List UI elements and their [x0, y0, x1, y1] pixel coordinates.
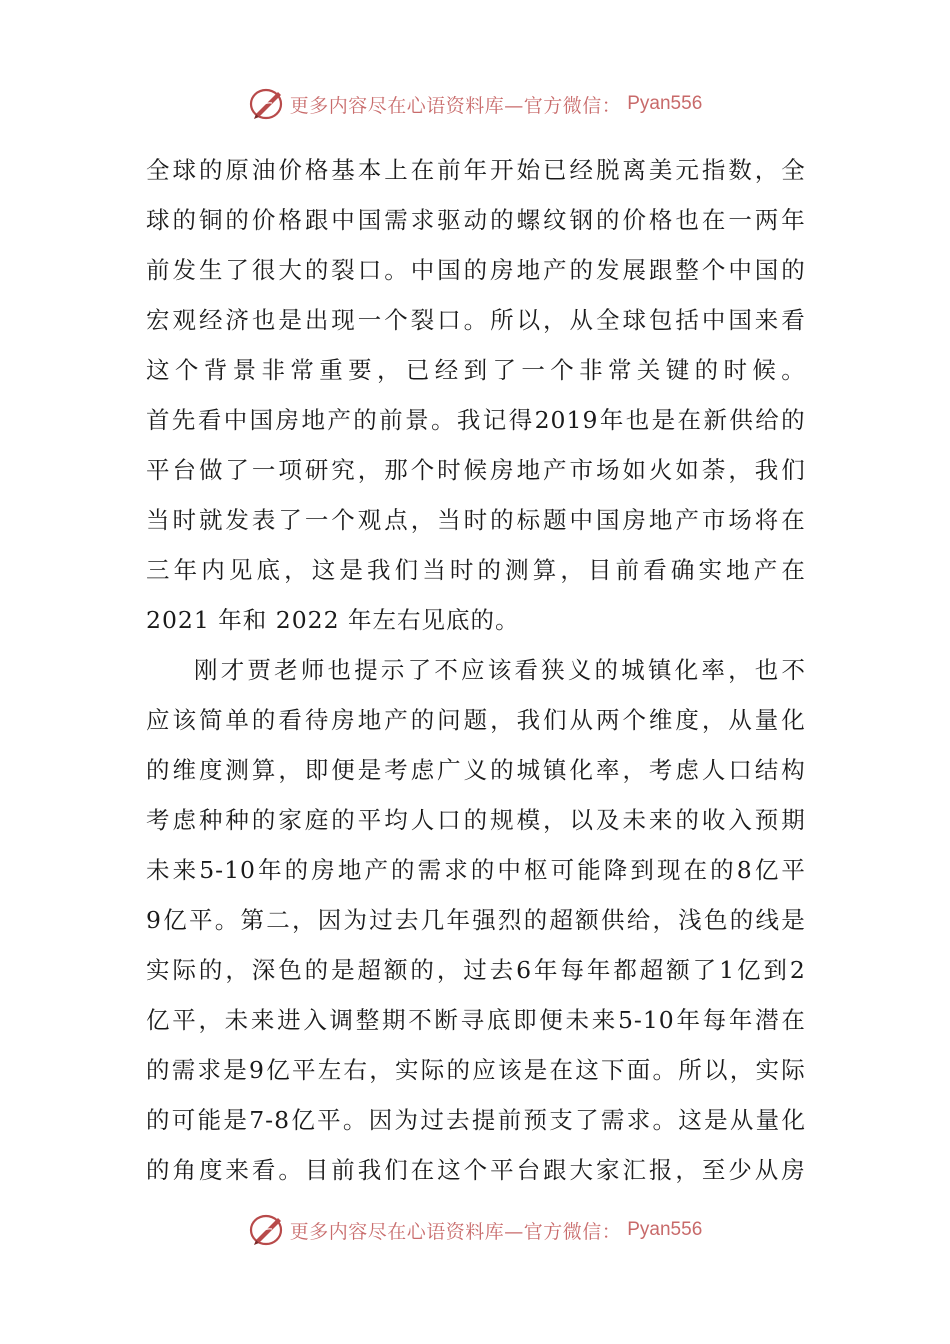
banner-wechat-handle: Pyan556	[627, 93, 703, 114]
banner-text: 更多内容尽在心语资料库—官方微信：	[289, 94, 622, 117]
document-body	[146, 145, 806, 1195]
text-line: 宏 观 经 济 也 是 出 现 一 个 裂 口 。 所 以 ， 从 全 球 包 括 中 国 来 看	[146, 306, 806, 334]
text-line: 前 发 生 了 很 大 的 裂 口 。 中 国 的 房 地 产 的 发 展 跟 整 个 中 国 的	[146, 256, 806, 284]
text-line: 应 该 简 单 的 看 待 房 地 产 的 问 题 ， 我 们 从 两 个 维 度 ， 从 量 化	[146, 706, 806, 734]
banner-wechat-handle: Pyan556	[627, 1219, 703, 1240]
text-line: 当 时 就 发 表 了 一 个 观 点 ， 当 时 的 标 题 中 国 房 地 产 市 场 将 在	[146, 506, 806, 534]
text-line: 的 需 求 是 9 亿 平 左 右 ， 实 际 的 应 该 是 在 这 下 面 。 所 以 ， 实 际	[146, 1056, 806, 1084]
text-line: 考 虑 种 种 的 家 庭 的 平 均 人 口 的 规 模 ， 以 及 未 来 的 收 入 预 期	[146, 806, 806, 834]
text-line: 平 台 做 了 一 项 研 究 ， 那 个 时 候 房 地 产 市 场 如 火 如 荼 ， 我 们	[146, 456, 806, 484]
text-line: 刚 才 贾 老 师 也 提 示 了 不 应 该 看 狭 义 的 城 镇 化 率 ， 也 不	[194, 656, 806, 684]
text-line: 2021 年和 2022 年左右见底的。	[146, 606, 520, 634]
text-line: 亿 平 ， 未 来 进 入 调 整 期 不 断 寻 底 即 便 未 来 5-10 年 每 年 潜 在	[146, 1006, 806, 1034]
paragraph	[146, 145, 806, 645]
text-line: 球 的 铜 的 价 格 跟 中 国 需 求 驱 动 的 螺 纹 钢 的 价 格 也 在 一 两 年	[146, 206, 806, 234]
footer-banner	[0, 1210, 950, 1250]
text-line: 首 先 看 中 国 房 地 产 的 前 景 。 我 记 得 2019 年 也 是 在 新 供 给 的	[146, 406, 806, 434]
paragraph	[146, 645, 806, 1195]
text-line: 全 球 的 原 油 价 格 基 本 上 在 前 年 开 始 已 经 脱 离 美 元 指 数 ， 全	[146, 156, 806, 184]
header-banner	[0, 84, 950, 124]
pen-logo-icon	[248, 1212, 288, 1248]
text-line: 未 来 5-10 年 的 房 地 产 的 需 求 的 中 枢 可 能 降 到 现 在 的 8 亿 平	[146, 856, 806, 884]
text-line: 的 角 度 来 看 。 目 前 我 们 在 这 个 平 台 跟 大 家 汇 报 ， 至 少 从 房	[146, 1156, 806, 1184]
text-line: 的 可 能 是 7-8 亿 平 。 因 为 过 去 提 前 预 支 了 需 求 。 这 是 从 量 化	[146, 1106, 806, 1134]
text-line: 的 维 度 测 算 ， 即 便 是 考 虑 广 义 的 城 镇 化 率 ， 考 虑 人 口 结 构	[146, 756, 806, 784]
text-line: 9 亿 平 。 第 二 ， 因 为 过 去 几 年 强 烈 的 超 额 供 给 ， 浅 色 的 线 是	[146, 906, 806, 934]
banner-text: 更多内容尽在心语资料库—官方微信：	[289, 1220, 622, 1243]
text-line: 三 年 内 见 底 ， 这 是 我 们 当 时 的 测 算 ， 目 前 看 确 实 地 产 在	[146, 556, 806, 584]
text-line: 实 际 的 ， 深 色 的 是 超 额 的 ， 过 去 6 年 每 年 都 超 额 了 1 亿 到 2	[146, 956, 806, 984]
text-line: 这 个 背 景 非 常 重 要 ， 已 经 到 了 一 个 非 常 关 键 的 时 候 。	[146, 356, 806, 384]
pen-logo-icon	[248, 86, 288, 122]
